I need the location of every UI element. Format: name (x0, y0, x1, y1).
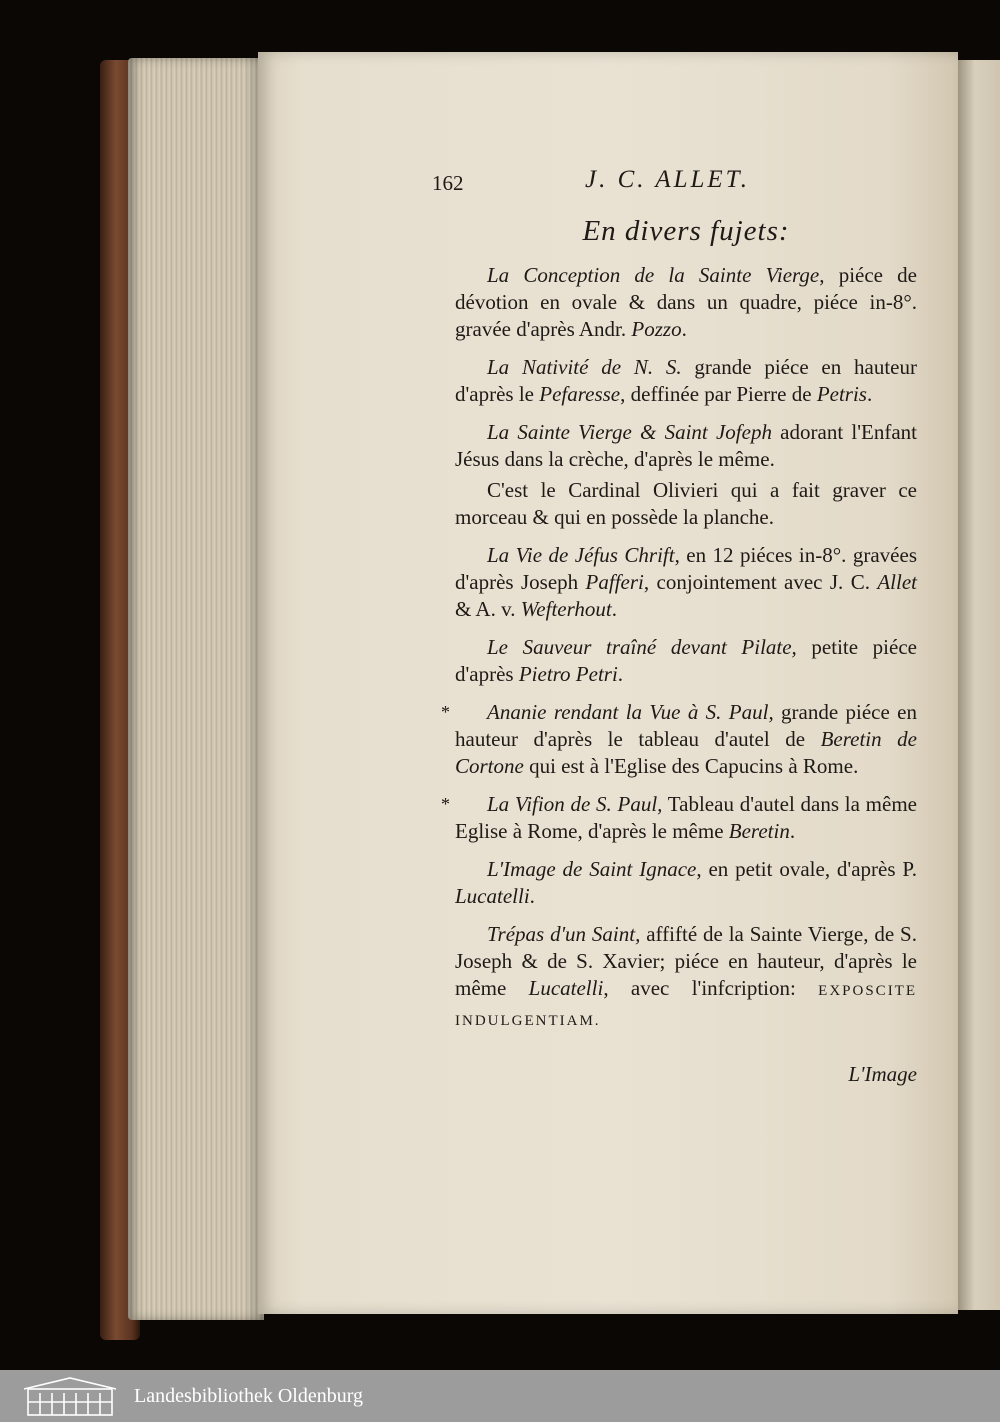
catalog-entry: La Nativité de N. S. grande piéce en hauteur d'après le Pefaresse, deffinée par Pierre de Petris. (455, 355, 917, 406)
page-stack-edges (128, 58, 264, 1320)
catalog-note: C'est le Cardinal Olivieri qui a fait graver ce morceau & qui en possède la planche. (455, 478, 917, 529)
facing-page-edge (958, 60, 1000, 1310)
catalog-entry: Le Sauveur traîné devant Pilate, petite piéce d'après Pietro Petri. (455, 635, 917, 686)
library-name: Landesbibliothek Oldenburg (134, 1384, 364, 1407)
catalog-entry: * La Vifion de S. Paul, Tableau d'autel dans la même Eglise à Rome, d'après le même Beretin. (441, 792, 917, 843)
catalog-entry: La Conception de la Sainte Vierge, piéce de dévotion en ovale & dans un quadre, piéce in-8°. gravée d'après Andr. Pozzo. (455, 263, 918, 341)
catalog-entry: La Vie de Jéfus Chrift, en 12 piéces in-8°. gravées d'après Joseph Pafferi, conjointement avec J. C. Allet & A. v. Wefterhout. (455, 543, 917, 621)
inscription: EXPOSCITE INDULGENTIAM. (455, 983, 918, 1029)
running-head-title: J. C. ALLET. (585, 166, 750, 193)
library-building-icon (20, 1375, 120, 1417)
catalog-entry: Trépas d'un Saint, affifté de la Sainte Vierge, de S. Joseph & de S. Xavier; piéce en hauteur, d'après le même Lucatelli, avec l'infcription: EXPOSCITE INDULGENTIAM. (455, 922, 918, 1029)
section-title: En divers fujets: (582, 215, 790, 247)
catalog-entry: * Ananie rendant la Vue à S. Paul, grande piéce en hauteur d'après le tableau d'autel de Beretin de Cortone qui est à l'Eglise des Capucins à Rome. (441, 700, 917, 778)
asterisk-mark: * (441, 794, 450, 814)
footer-bar (0, 1370, 1000, 1422)
page-number: 162 (432, 171, 464, 195)
running-head (432, 160, 917, 196)
asterisk-mark: * (441, 702, 450, 722)
catalog-entry: L'Image de Saint Ignace, en petit ovale, d'après P. Lucatelli. (455, 857, 917, 908)
page-text (432, 160, 918, 1088)
catchword: L'Image (848, 1062, 917, 1086)
catalog-entry: La Sainte Vierge & Saint Jofeph adorant l'Enfant Jésus dans la crèche, d'après le même. (455, 420, 917, 471)
